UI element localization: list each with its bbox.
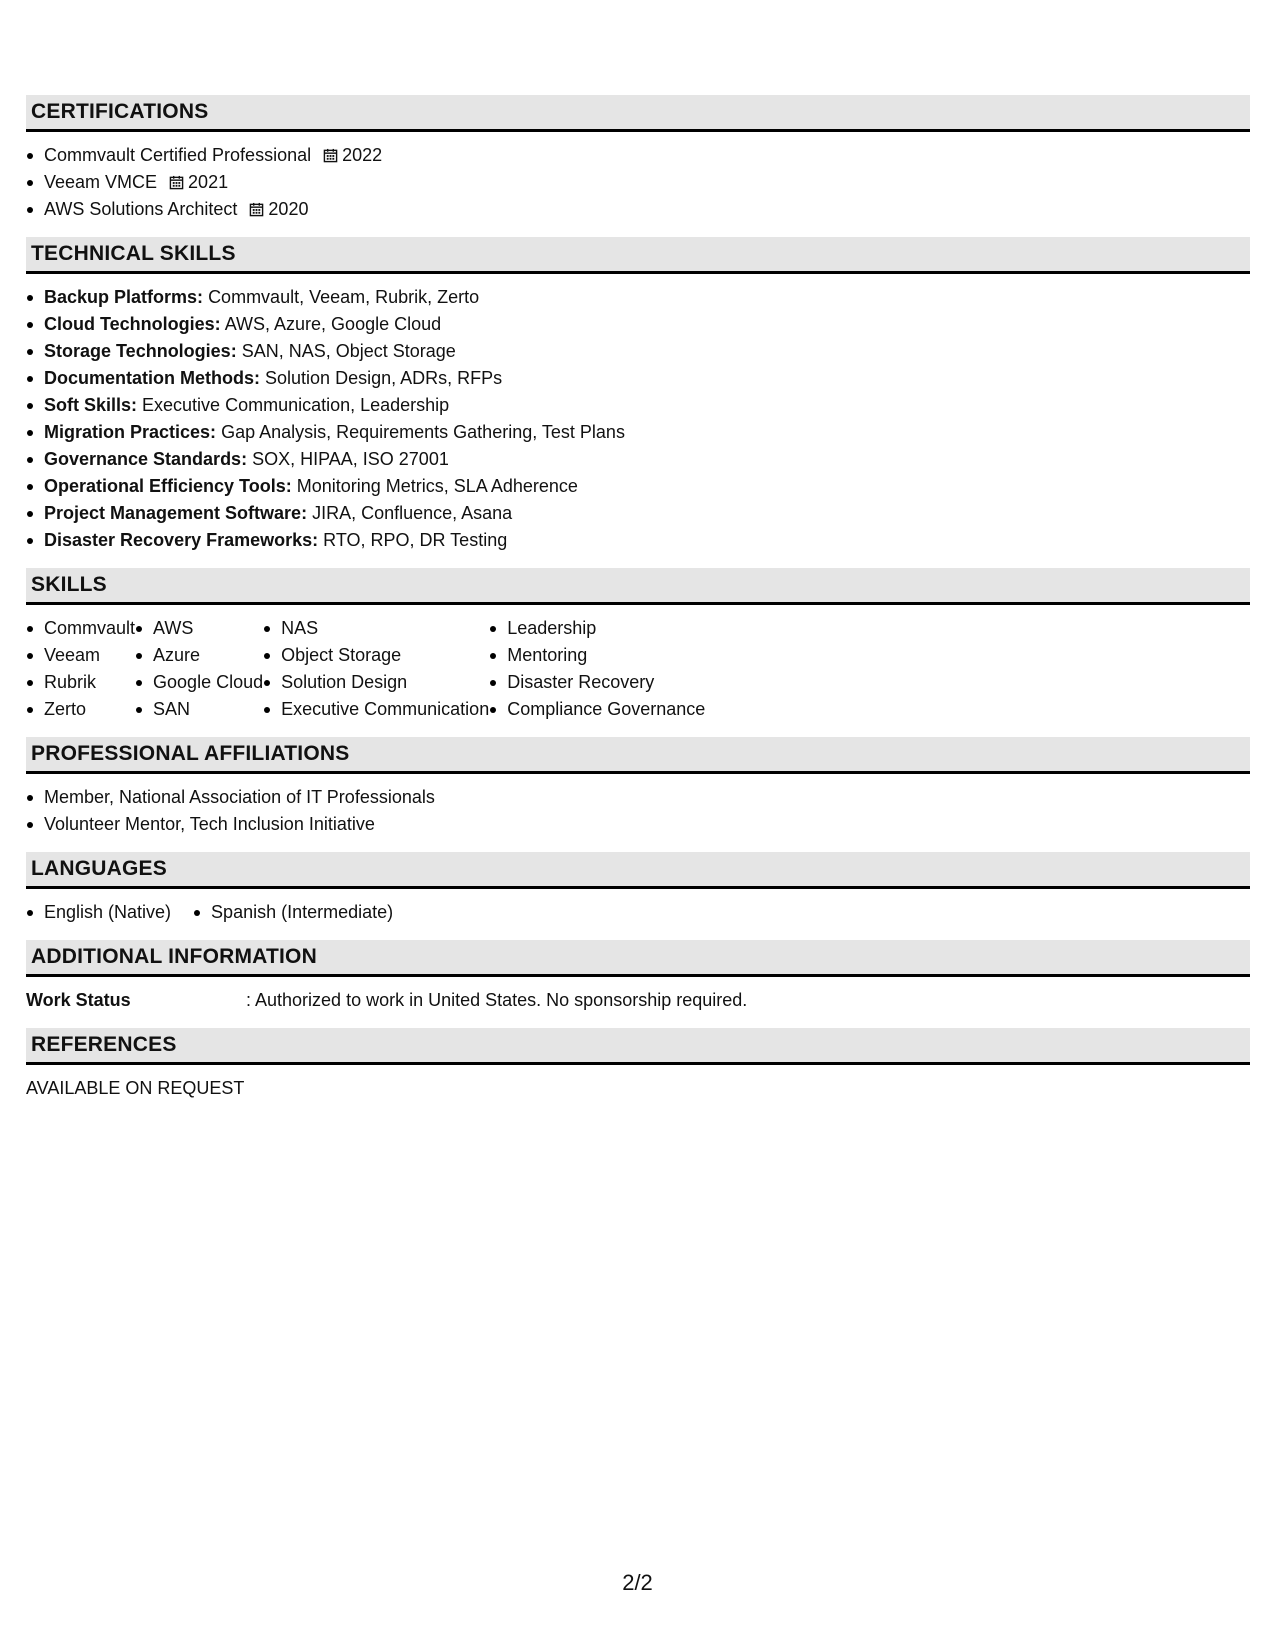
skill-item: AWS: [135, 615, 263, 642]
technical-skill-item: [26, 473, 1250, 500]
additional-information-heading: ADDITIONAL INFORMATION: [26, 940, 1250, 977]
technical-skill-key: Documentation Methods:: [44, 368, 260, 388]
skills-column: [135, 615, 263, 723]
skill-item: Leadership: [489, 615, 705, 642]
certification-item: [26, 196, 1250, 223]
calendar-icon: [249, 202, 264, 217]
certifications-list: [26, 142, 1250, 223]
technical-skill-key: Cloud Technologies:: [44, 314, 221, 334]
technical-skill-key: Governance Standards:: [44, 449, 248, 469]
skills-column: [26, 615, 135, 723]
affiliation-item: Member, National Association of IT Professionals: [26, 784, 1250, 811]
technical-skills-section: [26, 237, 1250, 554]
certifications-section: [26, 95, 1250, 223]
skill-item: Compliance Governance: [489, 696, 705, 723]
affiliations-section: [26, 737, 1250, 838]
certification-name: Veeam VMCE: [44, 172, 158, 192]
skill-item: Azure: [135, 642, 263, 669]
technical-skill-value: Solution Design, ADRs, RFPs: [265, 368, 503, 388]
technical-skill-value: JIRA, Confluence, Asana: [312, 503, 513, 523]
resume-page: [26, 95, 1250, 1102]
skill-item: NAS: [263, 615, 489, 642]
certification-name: AWS Solutions Architect: [44, 199, 238, 219]
technical-skill-item: [26, 365, 1250, 392]
certification-item: [26, 169, 1250, 196]
technical-skill-item: [26, 446, 1250, 473]
work-status-label: Work Status: [26, 990, 131, 1010]
skill-item: Google Cloud: [135, 669, 263, 696]
skill-item: Zerto: [26, 696, 135, 723]
certification-year: 2020: [268, 199, 309, 219]
skill-item: Rubrik: [26, 669, 135, 696]
skills-column: [489, 615, 705, 723]
technical-skill-value: Gap Analysis, Requirements Gathering, Test Plans: [221, 422, 625, 442]
skills-section: [26, 568, 1250, 723]
technical-skill-value: Executive Communication, Leadership: [142, 395, 450, 415]
skills-column: [263, 615, 489, 723]
skill-item: Executive Communication: [263, 696, 489, 723]
references-heading: REFERENCES: [26, 1028, 1250, 1065]
language-item: English (Native): [26, 899, 171, 926]
technical-skill-item: [26, 392, 1250, 419]
technical-skill-key: Backup Platforms:: [44, 287, 204, 307]
calendar-icon: [323, 148, 338, 163]
language-item: Spanish (Intermediate): [193, 899, 393, 926]
technical-skill-value: Commvault, Veeam, Rubrik, Zerto: [208, 287, 480, 307]
references-section: [26, 1028, 1250, 1102]
technical-skill-item: [26, 500, 1250, 527]
additional-information-section: [26, 940, 1250, 1014]
skills-heading: SKILLS: [26, 568, 1250, 605]
skill-item: Solution Design: [263, 669, 489, 696]
languages-section: [26, 852, 1250, 926]
technical-skill-key: Storage Technologies:: [44, 341, 237, 361]
certification-name: Commvault Certified Professional: [44, 145, 312, 165]
technical-skills-list: [26, 284, 1250, 554]
technical-skill-item: [26, 527, 1250, 554]
work-status-row: [26, 987, 1250, 1014]
references-text: AVAILABLE ON REQUEST: [26, 1078, 245, 1098]
technical-skill-item: [26, 419, 1250, 446]
languages-heading: LANGUAGES: [26, 852, 1250, 889]
skill-item: Mentoring: [489, 642, 705, 669]
technical-skill-key: Migration Practices:: [44, 422, 217, 442]
certification-year: 2022: [342, 145, 383, 165]
technical-skill-item: [26, 338, 1250, 365]
technical-skills-heading: TECHNICAL SKILLS: [26, 237, 1250, 274]
technical-skill-key: Disaster Recovery Frameworks:: [44, 530, 319, 550]
languages-list: [26, 899, 1250, 926]
technical-skill-value: RTO, RPO, DR Testing: [323, 530, 508, 550]
calendar-icon: [169, 175, 184, 190]
technical-skill-value: AWS, Azure, Google Cloud: [224, 314, 442, 334]
certification-item: [26, 142, 1250, 169]
technical-skill-value: SAN, NAS, Object Storage: [241, 341, 456, 361]
skills-grid: [26, 615, 1250, 723]
affiliations-heading: PROFESSIONAL AFFILIATIONS: [26, 737, 1250, 774]
certifications-heading: CERTIFICATIONS: [26, 95, 1250, 132]
certification-year: 2021: [188, 172, 229, 192]
skill-item: Veeam: [26, 642, 135, 669]
skill-item: Disaster Recovery: [489, 669, 705, 696]
technical-skill-key: Operational Efficiency Tools:: [44, 476, 292, 496]
technical-skill-item: [26, 284, 1250, 311]
technical-skill-value: SOX, HIPAA, ISO 27001: [252, 449, 449, 469]
skill-item: Commvault: [26, 615, 135, 642]
skill-item: SAN: [135, 696, 263, 723]
technical-skill-item: [26, 311, 1250, 338]
technical-skill-key: Soft Skills:: [44, 395, 138, 415]
affiliation-item: Volunteer Mentor, Tech Inclusion Initiative: [26, 811, 1250, 838]
technical-skill-key: Project Management Software:: [44, 503, 308, 523]
skill-item: Object Storage: [263, 642, 489, 669]
page-number: 2/2: [622, 1570, 653, 1595]
work-status-value: : Authorized to work in United States. No sponsorship required.: [246, 990, 748, 1010]
technical-skill-value: Monitoring Metrics, SLA Adherence: [296, 476, 578, 496]
affiliations-list: [26, 784, 1250, 838]
